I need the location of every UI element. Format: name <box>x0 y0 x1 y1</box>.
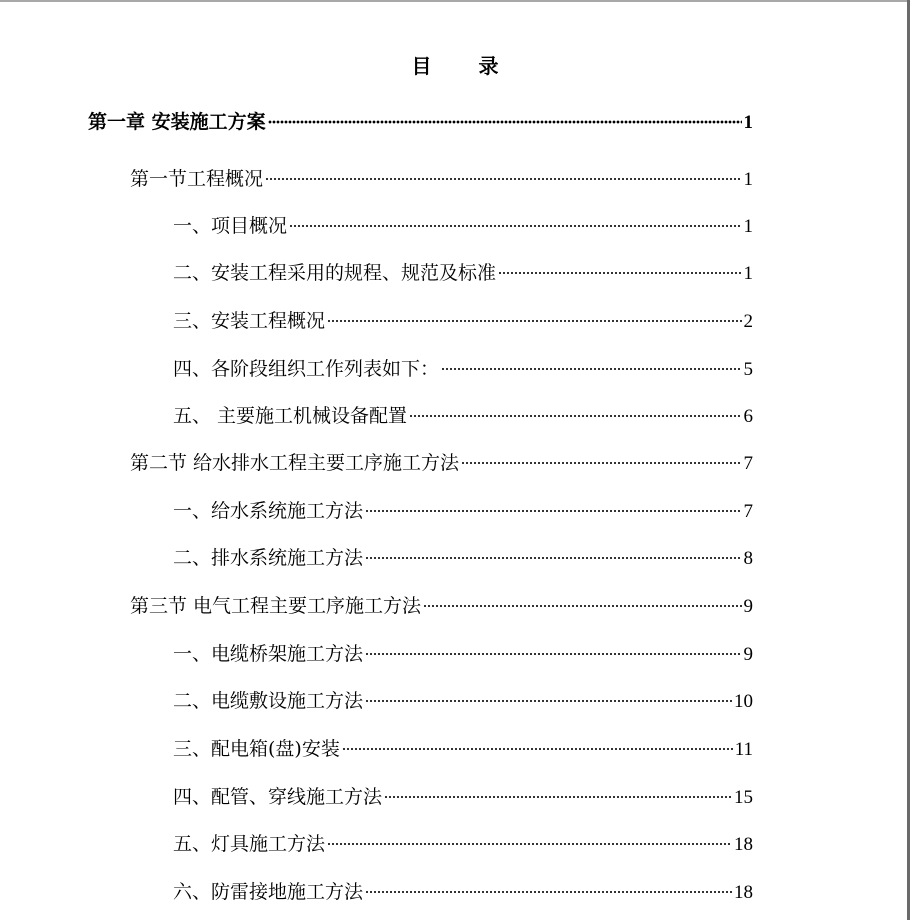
toc-dot-leader <box>265 177 741 181</box>
toc-entry-2-2[interactable] <box>173 546 753 570</box>
toc-dot-leader <box>423 604 741 608</box>
toc-page-number: 18 <box>734 834 753 855</box>
toc-dot-leader <box>384 795 732 799</box>
toc-entry-text: 六、防雷接地施工方法 <box>173 881 364 903</box>
toc-dot-leader <box>409 414 741 418</box>
toc-page-number: 5 <box>743 359 753 380</box>
toc-page-number: 2 <box>743 311 753 332</box>
toc-entry-3-4[interactable] <box>173 785 753 809</box>
toc-entry-text: 第一章 安装施工方案 <box>88 111 266 133</box>
toc-page-number: 1 <box>743 112 753 133</box>
toc-entry-text: 三、配电箱(盘)安装 <box>173 738 340 760</box>
toc-entry-text: 三、安装工程概况 <box>173 310 326 332</box>
toc-dot-leader <box>342 747 733 751</box>
toc-entry-text: 五、 主要施工机械设备配置 <box>173 405 408 427</box>
toc-entry-1-5[interactable] <box>173 404 753 428</box>
toc-page-number: 1 <box>743 216 753 237</box>
toc-dot-leader <box>365 509 741 513</box>
toc-dot-leader <box>461 461 741 465</box>
toc-page-number: 7 <box>743 453 753 474</box>
toc-entry-text: 四、各阶段组织工作列表如下： <box>173 358 440 380</box>
toc-entry-text: 第一节工程概况 <box>130 168 264 190</box>
toc-entry-1-1[interactable] <box>173 214 753 238</box>
toc-dot-leader <box>327 319 741 323</box>
toc-entry-text: 二、排水系统施工方法 <box>173 547 364 569</box>
toc-dot-leader <box>365 652 741 656</box>
toc-entry-chapter-1[interactable] <box>88 110 753 134</box>
toc-page-number: 6 <box>743 406 753 427</box>
toc-dot-leader <box>365 699 732 703</box>
toc-entry-text: 第三节 电气工程主要工序施工方法 <box>130 595 422 617</box>
toc-page-number: 1 <box>743 263 753 284</box>
toc-entry-section-2[interactable] <box>130 451 753 475</box>
toc-dot-leader <box>365 890 732 894</box>
toc-entry-text: 二、电缆敷设施工方法 <box>173 690 364 712</box>
toc-entry-text: 一、给水系统施工方法 <box>173 500 364 522</box>
toc-page-number: 7 <box>743 501 753 522</box>
toc-dot-leader <box>441 367 741 371</box>
toc-entry-1-4[interactable] <box>173 357 753 381</box>
toc-entry-3-5[interactable] <box>173 832 753 856</box>
toc-page-number: 9 <box>743 596 753 617</box>
toc-entry-text: 四、配管、穿线施工方法 <box>173 786 383 808</box>
toc-entry-section-1[interactable] <box>130 167 753 191</box>
toc-dot-leader <box>268 120 742 124</box>
toc-dot-leader <box>498 271 741 275</box>
toc-entry-text: 第二节 给水排水工程主要工序施工方法 <box>130 452 460 474</box>
toc-entry-2-1[interactable] <box>173 499 753 523</box>
toc-dot-leader <box>365 556 741 560</box>
toc-entry-3-3[interactable] <box>173 737 753 761</box>
toc-page-number: 18 <box>734 882 753 903</box>
toc-page-number: 8 <box>743 548 753 569</box>
toc-page-number: 10 <box>734 691 753 712</box>
toc-dot-leader <box>327 842 732 846</box>
toc-dot-leader <box>289 224 741 228</box>
toc-page-number: 9 <box>743 644 753 665</box>
toc-page-number: 15 <box>734 787 753 808</box>
toc-page-number: 11 <box>734 739 753 760</box>
toc-entry-text: 一、电缆桥架施工方法 <box>173 643 364 665</box>
toc-page-number: 1 <box>743 169 753 190</box>
toc-entry-1-2[interactable] <box>173 261 753 285</box>
toc-entry-section-3[interactable] <box>130 594 753 618</box>
toc-title: 目 录 <box>411 54 519 78</box>
toc-entry-text: 五、灯具施工方法 <box>173 833 326 855</box>
toc-entry-text: 一、项目概况 <box>173 215 288 237</box>
toc-entry-text: 二、安装工程采用的规程、规范及标准 <box>173 262 497 284</box>
toc-entry-3-2[interactable] <box>173 689 753 713</box>
toc-entry-3-1[interactable] <box>173 642 753 666</box>
toc-entry-1-3[interactable] <box>173 309 753 333</box>
toc-entry-3-6[interactable] <box>173 880 753 904</box>
